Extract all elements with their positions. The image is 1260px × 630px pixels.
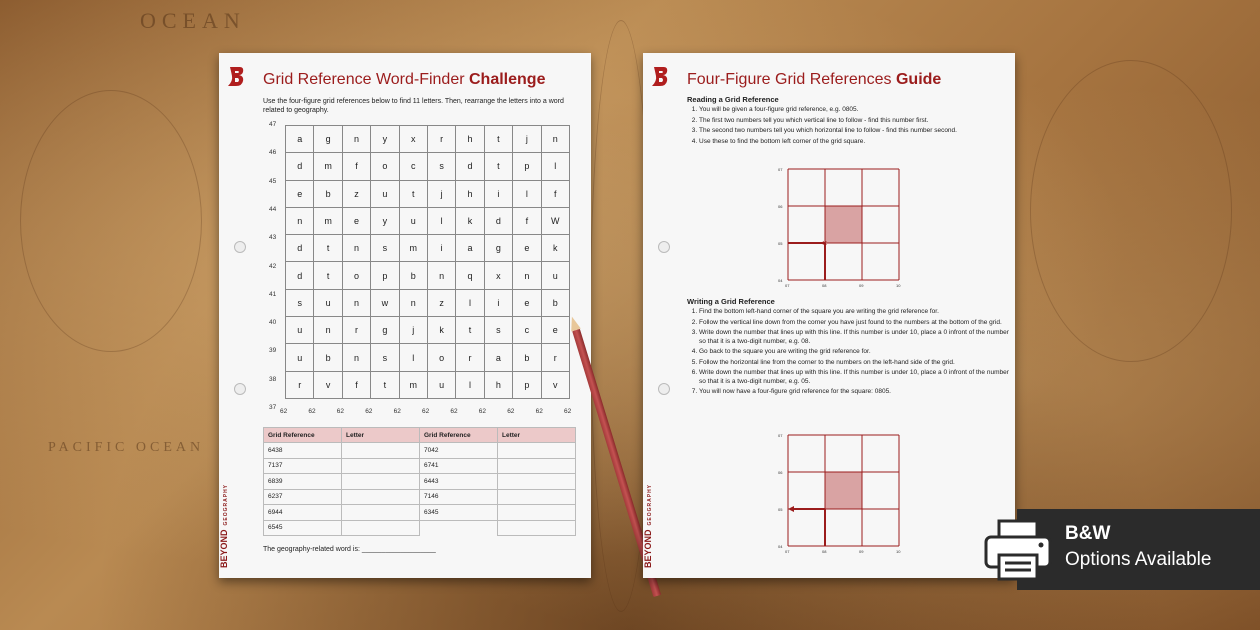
grid-cell: t bbox=[314, 235, 342, 262]
grid-row bbox=[286, 180, 570, 207]
grid-cell: p bbox=[371, 262, 399, 289]
grid-cell: s bbox=[484, 317, 512, 344]
x-axis-label: 08 bbox=[822, 549, 827, 554]
grid-cell: g bbox=[371, 317, 399, 344]
grid-cell: y bbox=[371, 126, 399, 153]
grid-cell: b bbox=[399, 262, 427, 289]
worksheet-intro: Use the four-figure grid references below to find 11 letters. Then, rearrange the letters into a word related to geography. bbox=[263, 98, 564, 114]
grid-cell: f bbox=[342, 153, 370, 180]
letter-answer-cell[interactable] bbox=[498, 474, 576, 490]
step-item: 2. Follow the vertical line down from the corner you have just found to the numbers at the bottom of the grid. bbox=[699, 319, 1011, 328]
grid-cell: d bbox=[286, 235, 314, 262]
punch-hole bbox=[234, 383, 246, 395]
grid-cell: d bbox=[286, 153, 314, 180]
grid-cell: e bbox=[513, 235, 541, 262]
grid-cell: d bbox=[484, 207, 512, 234]
grid-cell: i bbox=[427, 235, 455, 262]
grid-row bbox=[286, 235, 570, 262]
map-label-pacific: PACIFIC OCEAN bbox=[48, 440, 205, 455]
map-contour bbox=[1030, 60, 1232, 362]
grid-cell: W bbox=[541, 207, 569, 234]
grid-cell: r bbox=[541, 344, 569, 371]
grid-reference-cell: 6944 bbox=[264, 505, 342, 521]
y-axis-label: 47 bbox=[269, 121, 277, 128]
map-contour bbox=[20, 90, 202, 352]
y-axis-label: 39 bbox=[269, 347, 277, 355]
table-header: Grid Reference bbox=[420, 428, 498, 443]
y-axis-label: 46 bbox=[269, 149, 277, 157]
grid-cell: r bbox=[456, 344, 484, 371]
writing-steps bbox=[687, 308, 1011, 399]
step-item: 5. Follow the horizontal line from the corner to the numbers on the left-hand side of the grid. bbox=[699, 359, 1011, 368]
grid-row bbox=[286, 371, 570, 398]
grid-row bbox=[286, 317, 570, 344]
y-axis-label: 06 bbox=[778, 204, 783, 209]
grid-cell: r bbox=[286, 371, 314, 398]
grid-cell: n bbox=[314, 317, 342, 344]
x-axis-label: 62 bbox=[280, 408, 288, 415]
grid-cell: n bbox=[427, 262, 455, 289]
y-axis-label: 37 bbox=[269, 404, 277, 411]
worksheet-page bbox=[219, 53, 591, 578]
y-axis-label: 40 bbox=[269, 319, 277, 327]
grid-cell: n bbox=[286, 207, 314, 234]
grid-reference-cell: 7137 bbox=[264, 458, 342, 474]
grid-row bbox=[286, 289, 570, 316]
grid-cell: b bbox=[314, 180, 342, 207]
x-axis-label: 62 bbox=[422, 408, 430, 415]
grid-cell: u bbox=[314, 289, 342, 316]
grid-cell: o bbox=[342, 262, 370, 289]
grid-cell: l bbox=[456, 289, 484, 316]
grid-cell: f bbox=[342, 371, 370, 398]
printer-icon bbox=[983, 519, 1053, 581]
grid-row bbox=[286, 344, 570, 371]
grid-cell: x bbox=[399, 126, 427, 153]
table-row bbox=[264, 505, 576, 521]
grid-cell: h bbox=[484, 371, 512, 398]
grid-cell: m bbox=[399, 371, 427, 398]
grid-cell: k bbox=[541, 235, 569, 262]
x-axis-label: 62 bbox=[393, 408, 401, 415]
letter-answer-cell[interactable] bbox=[342, 505, 420, 521]
x-axis-label: 62 bbox=[336, 408, 345, 415]
beyond-logo-icon bbox=[227, 65, 245, 87]
step-item: 6. Write down the number that lines up with this line. If this number is under 10, place a 0 infront of the number so that it is a two-digit number, e.g. 05. bbox=[699, 369, 1011, 386]
grid-cell: g bbox=[314, 126, 342, 153]
grid-cell: u bbox=[286, 317, 314, 344]
x-axis-label: 62 bbox=[365, 408, 373, 415]
grid-cell: n bbox=[399, 289, 427, 316]
letter-answer-cell[interactable] bbox=[342, 489, 420, 505]
section-heading-writing: Writing a Grid Reference bbox=[687, 297, 775, 306]
letter-answer-cell[interactable] bbox=[498, 520, 576, 536]
table-row bbox=[264, 474, 576, 490]
letter-answer-cell[interactable] bbox=[498, 505, 576, 521]
grid-cell: n bbox=[342, 235, 370, 262]
grid-cell: n bbox=[342, 126, 370, 153]
table-row bbox=[264, 443, 576, 459]
grid-cell: l bbox=[541, 153, 569, 180]
punch-hole bbox=[234, 241, 246, 253]
map-label-ocean: OCEAN bbox=[140, 8, 246, 33]
grid-cell: l bbox=[427, 207, 455, 234]
y-axis-label: 41 bbox=[269, 290, 277, 298]
grid-cell: b bbox=[314, 344, 342, 371]
grid-cell: g bbox=[484, 235, 512, 262]
step-item: 3. The second two numbers tell you which horizontal line to follow - find this number second. bbox=[699, 127, 1011, 136]
step-item: 1. You will be given a four-figure grid reference, e.g. 0805. bbox=[699, 106, 1011, 115]
y-axis-label: 42 bbox=[269, 262, 277, 270]
grid-cell: t bbox=[456, 317, 484, 344]
y-axis-label: 07 bbox=[778, 167, 783, 172]
x-axis-label: 62 bbox=[478, 408, 487, 415]
grid-cell: f bbox=[541, 180, 569, 207]
grid-cell: s bbox=[371, 344, 399, 371]
grid-cell: h bbox=[456, 126, 484, 153]
grid-cell: u bbox=[286, 344, 314, 371]
grid-row bbox=[286, 262, 570, 289]
y-axis-label: 05 bbox=[778, 241, 783, 246]
y-axis-label: 07 bbox=[778, 433, 783, 438]
grid-cell: j bbox=[399, 317, 427, 344]
grid-cell: t bbox=[371, 371, 399, 398]
grid-cell: n bbox=[342, 289, 370, 316]
grid-cell: e bbox=[286, 180, 314, 207]
x-axis-label: 10 bbox=[896, 549, 901, 554]
step-item: 4. Go back to the square you are writing the grid reference for. bbox=[699, 348, 1011, 357]
x-axis-label: 07 bbox=[785, 283, 790, 288]
grid-cell: v bbox=[541, 371, 569, 398]
x-axis-label: 10 bbox=[896, 283, 901, 288]
section-heading-reading: Reading a Grid Reference bbox=[687, 95, 779, 104]
grid-reference-cell: 6839 bbox=[264, 474, 342, 490]
letter-answer-cell[interactable] bbox=[498, 458, 576, 474]
grid-cell: e bbox=[342, 207, 370, 234]
grid-cell: i bbox=[484, 180, 512, 207]
grid-cell: a bbox=[484, 344, 512, 371]
table-header: Grid Reference bbox=[264, 428, 342, 443]
grid-cell: t bbox=[399, 180, 427, 207]
step-item: 4. Use these to find the bottom left corner of the grid square. bbox=[699, 138, 1011, 147]
y-axis-label: 45 bbox=[269, 177, 277, 185]
letter-answer-cell[interactable] bbox=[342, 458, 420, 474]
grid-cell: t bbox=[484, 153, 512, 180]
grid-cell: d bbox=[286, 262, 314, 289]
grid-reference-cell: 6438 bbox=[264, 443, 342, 459]
y-axis-label: 04 bbox=[778, 544, 783, 549]
highlighted-square bbox=[825, 206, 862, 243]
grid-cell: n bbox=[342, 344, 370, 371]
grid-cell: j bbox=[427, 180, 455, 207]
badge-title: B&W bbox=[1065, 523, 1111, 544]
brand-label: BEYONDGEOGRAPHY bbox=[219, 483, 229, 568]
grid-cell: m bbox=[314, 153, 342, 180]
grid-cell: n bbox=[513, 262, 541, 289]
grid-reference-cell: 6443 bbox=[420, 474, 498, 490]
punch-hole bbox=[658, 383, 670, 395]
x-axis-label: 09 bbox=[859, 283, 864, 288]
grid-diagram-reading bbox=[778, 165, 904, 288]
brand-label: BEYONDGEOGRAPHY bbox=[643, 483, 653, 568]
grid-reference-table bbox=[263, 427, 576, 536]
grid-reference-cell bbox=[420, 520, 498, 536]
x-axis-label: 07 bbox=[785, 549, 790, 554]
table-row bbox=[264, 458, 576, 474]
y-axis-label: 05 bbox=[778, 507, 783, 512]
y-axis-label: 04 bbox=[778, 278, 783, 283]
bw-options-badge bbox=[1017, 509, 1260, 590]
grid-row bbox=[286, 126, 570, 153]
grid-reference-cell: 6237 bbox=[264, 489, 342, 505]
y-axis-label: 43 bbox=[269, 234, 277, 242]
grid-cell: c bbox=[513, 317, 541, 344]
grid-cell: r bbox=[427, 126, 455, 153]
table-header: Letter bbox=[342, 428, 420, 443]
grid-cell: r bbox=[342, 317, 370, 344]
grid-cell: u bbox=[399, 207, 427, 234]
letter-answer-cell[interactable] bbox=[498, 489, 576, 505]
grid-cell: f bbox=[513, 207, 541, 234]
x-axis-label: 62 bbox=[535, 408, 543, 415]
grid-cell: z bbox=[342, 180, 370, 207]
highlighted-square bbox=[825, 472, 862, 509]
grid-cell: u bbox=[371, 180, 399, 207]
reading-steps bbox=[687, 106, 1011, 148]
y-axis-label: 44 bbox=[269, 205, 277, 213]
grid-cell: i bbox=[484, 289, 512, 316]
letter-answer-cell[interactable] bbox=[342, 443, 420, 459]
step-item: 1. Find the bottom left-hand corner of the square you are writing the grid reference for. bbox=[699, 308, 1011, 317]
word-prompt: The geography-related word is: ___________________ bbox=[263, 546, 436, 553]
grid-cell: j bbox=[513, 126, 541, 153]
grid-cell: n bbox=[541, 126, 569, 153]
x-axis-label: 62 bbox=[450, 408, 458, 415]
grid-cell: v bbox=[314, 371, 342, 398]
grid-reference-cell: 6741 bbox=[420, 458, 498, 474]
grid-cell: l bbox=[399, 344, 427, 371]
table-header: Letter bbox=[498, 428, 576, 443]
beyond-logo-icon bbox=[651, 65, 669, 87]
grid-cell: l bbox=[513, 180, 541, 207]
grid-cell: p bbox=[513, 371, 541, 398]
letter-answer-cell[interactable] bbox=[342, 520, 420, 536]
grid-cell: w bbox=[371, 289, 399, 316]
letter-answer-cell[interactable] bbox=[498, 443, 576, 459]
grid-cell: t bbox=[484, 126, 512, 153]
grid-reference-cell: 6345 bbox=[420, 505, 498, 521]
y-axis-label: 38 bbox=[269, 375, 277, 383]
arrow-icon bbox=[788, 506, 794, 512]
grid-cell: s bbox=[286, 289, 314, 316]
grid-cell: u bbox=[427, 371, 455, 398]
grid-cell: d bbox=[456, 153, 484, 180]
grid-row bbox=[286, 153, 570, 180]
grid-cell: l bbox=[456, 371, 484, 398]
table-row bbox=[264, 520, 576, 536]
grid-cell: x bbox=[484, 262, 512, 289]
guide-title: Four-Figure Grid References Guide bbox=[687, 71, 942, 88]
x-axis-label: 08 bbox=[822, 283, 827, 288]
grid-cell: h bbox=[456, 180, 484, 207]
grid-reference-cell: 7146 bbox=[420, 489, 498, 505]
grid-cell: y bbox=[371, 207, 399, 234]
grid-cell: m bbox=[314, 207, 342, 234]
x-axis-label: 62 bbox=[308, 408, 316, 415]
step-item: 7. You will now have a four-figure grid reference for the square: 0805. bbox=[699, 388, 1011, 397]
grid-cell: b bbox=[541, 289, 569, 316]
grid-cell: m bbox=[399, 235, 427, 262]
x-axis-label: 09 bbox=[859, 549, 864, 554]
grid-cell: z bbox=[427, 289, 455, 316]
guide-page bbox=[643, 53, 1015, 578]
grid-reference-cell: 6545 bbox=[264, 520, 342, 536]
worksheet-title: Grid Reference Word-Finder Challenge bbox=[263, 71, 546, 88]
grid-cell: u bbox=[541, 262, 569, 289]
punch-hole bbox=[658, 241, 670, 253]
grid-cell: c bbox=[399, 153, 427, 180]
grid-cell: e bbox=[513, 289, 541, 316]
grid-cell: a bbox=[456, 235, 484, 262]
grid-row bbox=[286, 207, 570, 234]
grid-cell: p bbox=[513, 153, 541, 180]
y-axis-label: 06 bbox=[778, 470, 783, 475]
grid-cell: e bbox=[541, 317, 569, 344]
grid-cell: t bbox=[314, 262, 342, 289]
grid-reference-cell: 7042 bbox=[420, 443, 498, 459]
x-axis-label: 62 bbox=[507, 408, 515, 415]
grid-cell: b bbox=[513, 344, 541, 371]
grid-diagram-writing bbox=[778, 431, 904, 554]
grid-cell: s bbox=[427, 153, 455, 180]
letter-answer-cell[interactable] bbox=[342, 474, 420, 490]
grid-cell: k bbox=[456, 207, 484, 234]
grid-cell: o bbox=[427, 344, 455, 371]
table-row bbox=[264, 489, 576, 505]
x-axis-label: 62 bbox=[564, 408, 572, 415]
grid-cell: a bbox=[286, 126, 314, 153]
step-item: 2. The first two numbers tell you which vertical line to follow - find this number first. bbox=[699, 117, 1011, 126]
grid-cell: s bbox=[371, 235, 399, 262]
corner-mark: × bbox=[822, 238, 828, 248]
grid-cell: o bbox=[371, 153, 399, 180]
step-item: 3. Write down the number that lines up with this line. If this number is under 10, place a 0 infront of the number so that it is a two-digit number, e.g. 08. bbox=[699, 329, 1011, 346]
letter-grid bbox=[285, 125, 570, 399]
grid-cell: k bbox=[427, 317, 455, 344]
badge-subtitle: Options Available bbox=[1065, 549, 1212, 570]
grid-cell: q bbox=[456, 262, 484, 289]
